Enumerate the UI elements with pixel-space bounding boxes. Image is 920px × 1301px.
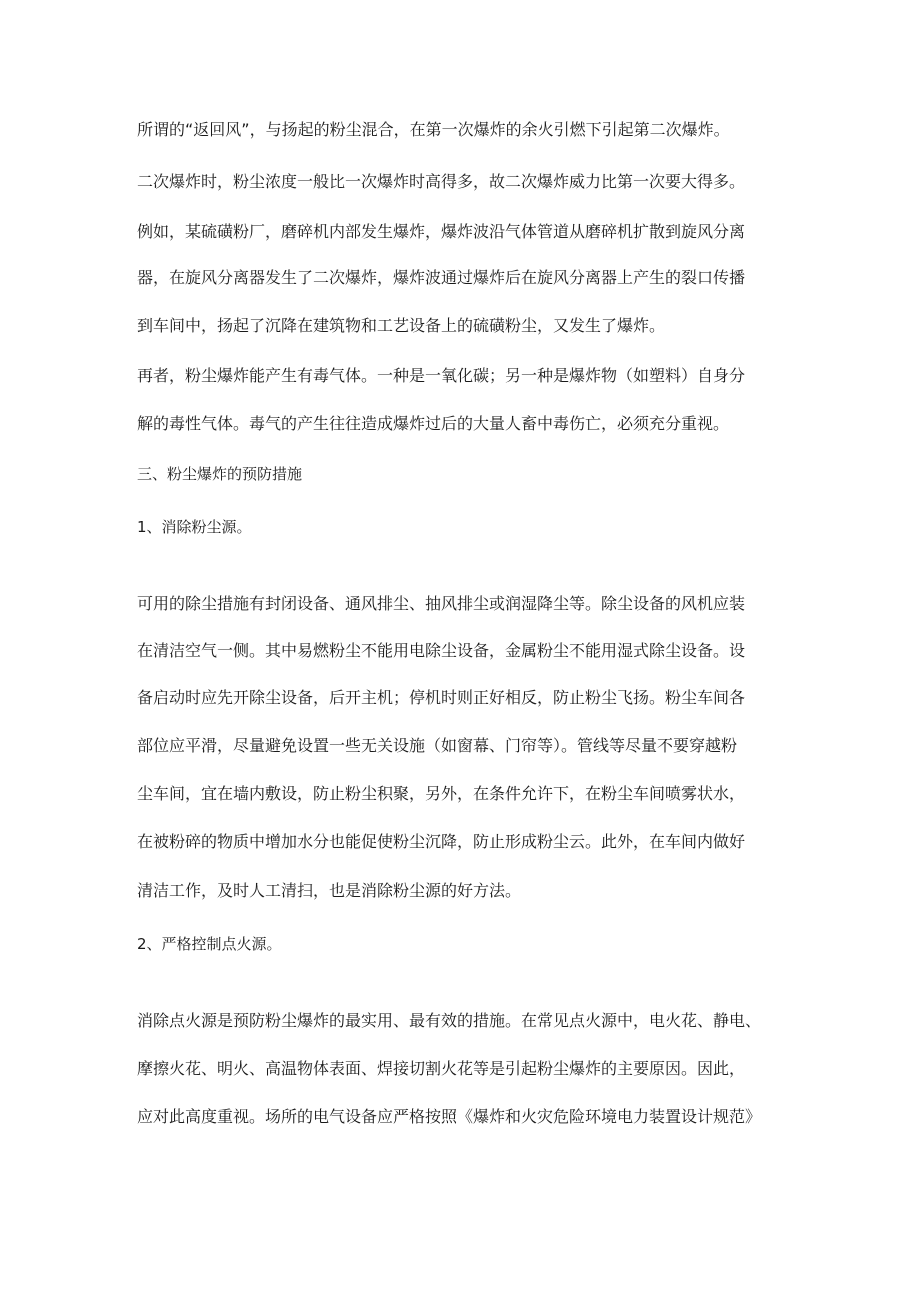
paragraph-line: 尘车间，宜在墙内敷设，防止粉尘积聚，另外，在条件允许下，在粉尘车间喷雾状水， [137,784,746,803]
paragraph-line: 消除点火源是预防粉尘爆炸的最实用、最有效的措施。在常见点火源中，电火花、静电、 [137,1011,762,1030]
paragraph-line: 再者，粉尘爆炸能产生有毒气体。一种是一氧化碳；另一种是爆炸物（如塑料）自身分 [137,366,746,385]
paragraph-line: 在清洁空气一侧。其中易燃粉尘不能用电除尘设备，金属粉尘不能用湿式除尘设备。设 [137,641,746,660]
paragraph-line: 二次爆炸时，粉尘浓度一般比一次爆炸时高得多，故二次爆炸威力比第一次要大得多。 [137,172,746,191]
paragraph-line: 应对此高度重视。场所的电气设备应严格按照《爆炸和火灾危险环境电力装置设计规范》 [137,1107,762,1126]
paragraph-line: 摩擦火花、明火、高温物体表面、焊接切割火花等是引起粉尘爆炸的主要原因。因此， [137,1059,746,1078]
paragraph-line: 在被粉碎的物质中增加水分也能促使粉尘沉降，防止形成粉尘云。此外，在车间内做好 [137,832,746,851]
subsection-heading: 1、消除粉尘源。 [137,518,252,536]
paragraph-line: 可用的除尘措施有封闭设备、通风排尘、抽风排尘或润湿降尘等。除尘设备的风机应装 [137,594,746,613]
paragraph-line: 清洁工作，及时人工清扫，也是消除粉尘源的好方法。 [137,881,522,900]
paragraph-line: 备启动时应先开除尘设备，后开主机；停机时则正好相反，防止粉尘飞扬。粉尘车间各 [137,688,746,707]
paragraph-line: 器，在旋风分离器发生了二次爆炸，爆炸波通过爆炸后在旋风分离器上产生的裂口传播 [137,268,746,287]
paragraph-line: 部位应平滑，尽量避免设置一些无关设施（如窗幕、门帘等）。管线等尽量不要穿越粉 [137,736,738,755]
paragraph-line: 例如，某硫磺粉厂，磨碎机内部发生爆炸，爆炸波沿气体管道从磨碎机扩散到旋风分离 [137,222,746,241]
paragraph-line: 到车间中，扬起了沉降在建筑物和工艺设备上的硫磺粉尘，又发生了爆炸。 [137,316,666,335]
subsection-heading: 2、严格控制点火源。 [137,935,282,953]
paragraph-line: 解的毒性气体。毒气的产生往往造成爆炸过后的大量人畜中毒伤亡，必须充分重视。 [137,414,730,433]
section-heading: 三、粉尘爆炸的预防措施 [137,465,303,483]
paragraph-line: 所谓的“返回风”，与扬起的粉尘混合，在第一次爆炸的余火引燃下引起第二次爆炸。 [137,120,730,139]
